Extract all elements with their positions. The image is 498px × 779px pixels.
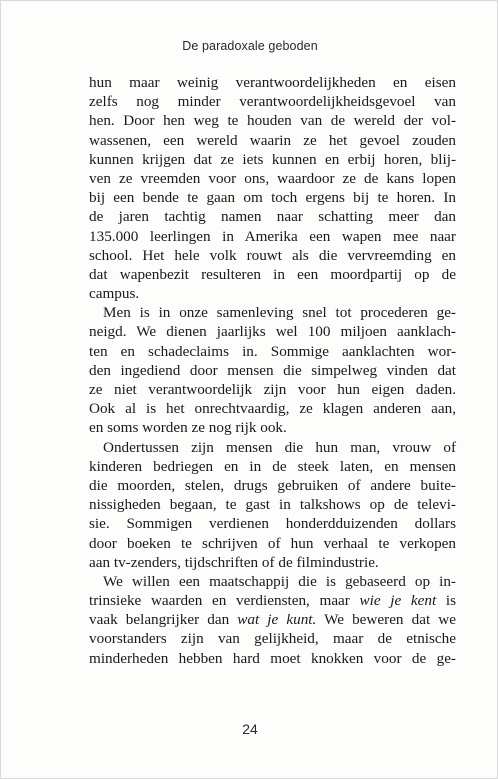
text-line: neigd. We dienen jaarlijks wel 100 miljoen aanklach- xyxy=(89,323,456,341)
text-line: en soms worden ze nog rijk ook. xyxy=(89,419,287,437)
page-number: 24 xyxy=(242,721,258,737)
text-line: hen. Door hen weg te houden van de wereld der vol- xyxy=(89,112,456,130)
text-line: den ingediend door mensen die simpelweg vinden dat xyxy=(89,361,456,379)
text-line: ze niet verantwoordelijk zijn voor hun eigen daden. xyxy=(89,381,456,398)
text-line: Ondertussen zijn mensen die hun man, vrouw of xyxy=(103,438,456,456)
text-run: is xyxy=(436,592,456,610)
text-line: kunnen krijgen dat ze iets kunnen en erbij horen, blij- xyxy=(89,150,456,168)
italic-phrase: wie je kent xyxy=(359,592,437,610)
text-line: ven ze vreemden voor ons, waardoor ze de kans lopen xyxy=(89,169,456,187)
text-line: wassenen, een wereld waarin ze het gevoel zouden xyxy=(89,131,456,149)
text-run: We beweren dat we xyxy=(316,611,456,629)
text-line: school. Het hele volk rouwt als die vervreemding en xyxy=(89,246,456,264)
text-line: de jaren tachtig namen naar schatting meer dan xyxy=(89,208,456,226)
paragraph xyxy=(89,73,456,303)
text-line: kinderen bedriegen en in de steek laten, en mensen xyxy=(89,457,456,475)
text-line: voorstanders zijn van gelijkheid, maar de etnische xyxy=(89,630,456,648)
text-line: ten en schadeclaims in. Sommige aanklachten wor- xyxy=(89,342,456,360)
text-line: nissigheden begaan, te gast in talkshows op de televi- xyxy=(89,496,456,514)
text-line: aan tv-zenders, tijdschriften of de filmindustrie. xyxy=(89,553,379,571)
text-line xyxy=(89,610,456,629)
text-line: 135.000 leerlingen in Amerika een wapen mee naar xyxy=(89,227,456,245)
text-line: hun maar weinig verantwoordelijkheden en eisen xyxy=(89,74,456,91)
text-line xyxy=(89,591,456,610)
text-line: zelfs nog minder verantwoordelijkheidsgevoel van xyxy=(89,93,456,111)
paragraph xyxy=(89,572,456,668)
text-line: campus. xyxy=(89,285,140,303)
text-line: dat wapenbezit resulteren in een moordpartij op de xyxy=(89,265,456,283)
paragraph xyxy=(89,438,456,572)
text-line: bij een bende te gaan om toch ergens bij te horen. In xyxy=(89,189,456,207)
text-run: vaak belangrijker dan xyxy=(89,611,238,629)
text-line: door boeken te schrijven of hun verhaal te verkopen xyxy=(89,534,456,552)
text-line: sie. Sommigen verdienen honderdduizenden dollars xyxy=(89,515,456,533)
body-text xyxy=(89,73,456,668)
text-line: Men is in onze samenleving snel tot procederen ge- xyxy=(103,304,456,322)
text-line: We willen een maatschappij die is gebaseerd op in- xyxy=(103,572,456,590)
text-line: minderheden hebben hard moet knokken voor de ge- xyxy=(89,649,456,667)
text-run: trinsieke waarden en verdiensten, maar xyxy=(89,592,360,610)
italic-phrase: wat je kunt. xyxy=(237,611,317,629)
running-header: De paradoxale geboden xyxy=(182,39,318,53)
text-line: Ook al is het onrechtvaardig, ze klagen anderen aan, xyxy=(89,400,456,418)
paragraph xyxy=(89,303,456,437)
text-line: die moorden, stelen, drugs gebruiken of andere buite- xyxy=(89,476,456,494)
